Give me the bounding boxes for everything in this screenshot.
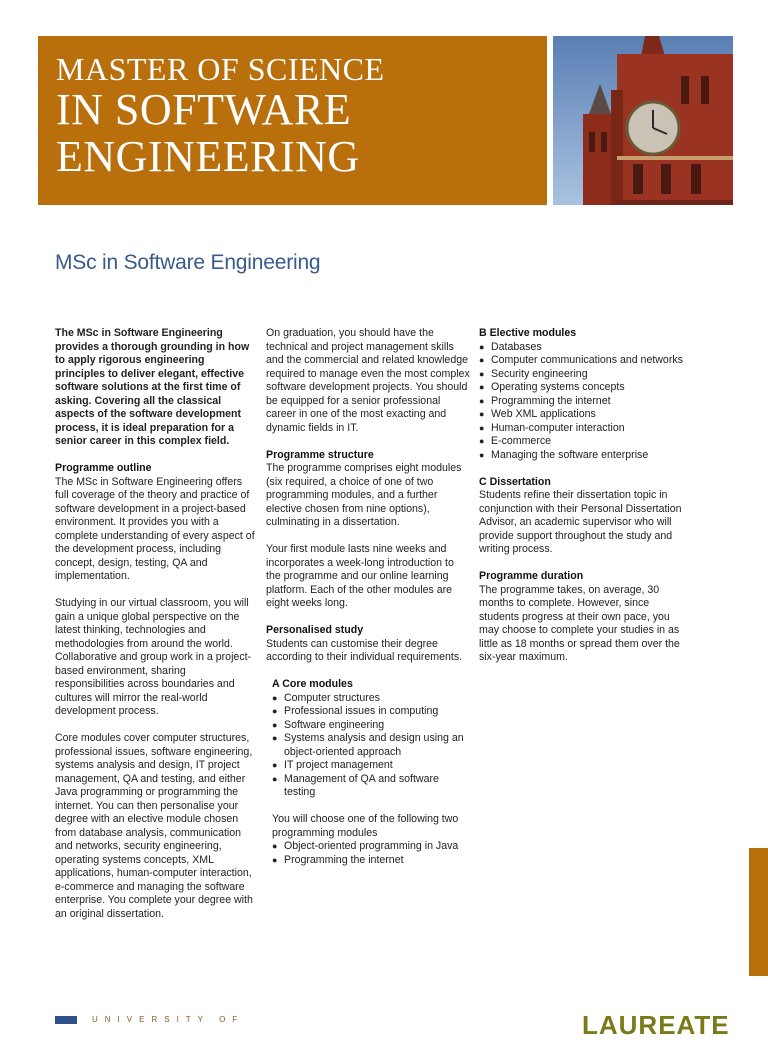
clock-tower-photo bbox=[553, 36, 733, 205]
choose-paragraph: You will choose one of the following two programming modules bbox=[272, 813, 459, 839]
personalised-study-heading: Personalised study bbox=[266, 624, 364, 636]
graduation-paragraph: On graduation, you should have the technical and project management skills and the commercial and related knowledge required to manage even the most complex software development projects. You should be equipped for a senior professional career in one of the most exacting and dynamic fields in IT. bbox=[266, 327, 470, 434]
list-item: ● E-commerce bbox=[479, 435, 684, 449]
section-subtitle: MSc in Software Engineering bbox=[55, 251, 321, 274]
list-item: ● Professional issues in computing bbox=[272, 705, 471, 719]
list-item: ● Databases bbox=[479, 341, 684, 355]
list-item: ● Programming the internet bbox=[479, 395, 684, 409]
elective-modules-list bbox=[479, 341, 684, 463]
outline-paragraph-2: Studying in our virtual classroom, you will gain a unique global perspective on the latest thinking, technologies and methodologies from around the world. Collaborative and group work in a project-based environment, sharing responsibilities across boundaries and cultures will mirror the real-world development process. bbox=[55, 597, 252, 717]
elective-modules-heading: B Elective modules bbox=[479, 327, 577, 339]
university-logo-icon bbox=[55, 1016, 77, 1024]
title-line-2: IN SOFTWARE bbox=[56, 85, 352, 134]
intro-paragraph: The MSc in Software Engineering provides a thorough grounding in how to apply rigorous engineering principles to deliver elegant, effective software solutions at the first time of asking. Covering all the classical aspects of the software development process, it is ideal preparation for a senior career in this complex field. bbox=[55, 327, 250, 447]
list-item: ● IT project management bbox=[272, 759, 471, 773]
page-title bbox=[56, 52, 385, 180]
core-modules-block bbox=[272, 678, 471, 867]
list-item: ● Management of QA and software testing bbox=[272, 773, 471, 800]
core-modules-list bbox=[272, 692, 471, 800]
list-item: ● Web XML applications bbox=[479, 408, 684, 422]
university-wordmark: UNIVERSITY OF bbox=[92, 1015, 245, 1024]
list-item: ● Software engineering bbox=[272, 719, 471, 733]
dissertation-paragraph: Students refine their dissertation topic in conjunction with their Personal Dissertation Advisor, an academic supervisor who will provide support throughout the study and writing process. bbox=[479, 489, 682, 555]
programme-outline-heading: Programme outline bbox=[55, 462, 152, 474]
structure-paragraph-1: The programme comprises eight modules (six required, a choice of one of two programming modules, and a further elective chosen from nine options), culminating in a dissertation. bbox=[266, 462, 462, 528]
list-item: ● Operating systems concepts bbox=[479, 381, 684, 395]
list-item: ● Systems analysis and design using an object-oriented approach bbox=[272, 732, 471, 759]
list-item: ● Managing the software enterprise bbox=[479, 449, 684, 463]
text-column-1 bbox=[55, 327, 255, 935]
list-item: ● Computer structures bbox=[272, 692, 471, 706]
outline-paragraph-3: Core modules cover computer structures, professional issues, software engineering, systems analysis and design, IT project management, QA and testing, and either Java programming or programming the internet. You can then personalise your degree with an elective module chosen from database analysis, communication and networks, security engineering, operating systems concepts, XML applications, human-computer interaction, e-commerce and managing the software enterprise. You complete your degree with an original dissertation. bbox=[55, 732, 253, 920]
programme-structure-heading: Programme structure bbox=[266, 448, 374, 461]
core-modules-heading: A Core modules bbox=[272, 678, 353, 690]
list-item: ● Programming the internet bbox=[272, 854, 471, 868]
programming-modules-list bbox=[272, 840, 471, 867]
text-column-3 bbox=[479, 327, 684, 678]
list-item: ● Security engineering bbox=[479, 368, 684, 382]
title-line-3: ENGINEERING bbox=[56, 132, 360, 181]
text-column-2 bbox=[266, 327, 471, 881]
dissertation-heading: C Dissertation bbox=[479, 475, 551, 488]
side-tab bbox=[749, 848, 768, 976]
list-item: ● Object-oriented programming in Java bbox=[272, 840, 471, 854]
programme-duration-heading: Programme duration bbox=[479, 570, 584, 582]
duration-paragraph: The programme takes, on average, 30 months to complete. However, since students progress at their own pace, you may choose to complete your studies in as little as 18 months or spread them over the six-year maximum. bbox=[479, 583, 680, 663]
list-item: ● Human-computer interaction bbox=[479, 422, 684, 436]
laureate-logo: LAUREATE bbox=[582, 1010, 730, 1040]
personalised-paragraph: Students can customise their degree according to their individual requirements. bbox=[266, 637, 463, 663]
title-banner bbox=[38, 36, 547, 205]
title-line-1: MASTER OF SCIENCE bbox=[56, 51, 385, 87]
outline-paragraph-1: The MSc in Software Engineering offers full coverage of the theory and practice of software development in a project-based environment. It provides you with a complete understanding of every aspect of the development process, including concept, design, testing, QA and implementation. bbox=[55, 475, 255, 582]
structure-paragraph-2: Your first module lasts nine weeks and incorporates a week-long introduction to the programme and our online learning platform. Each of the other modules are eight weeks long. bbox=[266, 543, 454, 609]
list-item: ● Computer communications and networks bbox=[479, 354, 684, 368]
